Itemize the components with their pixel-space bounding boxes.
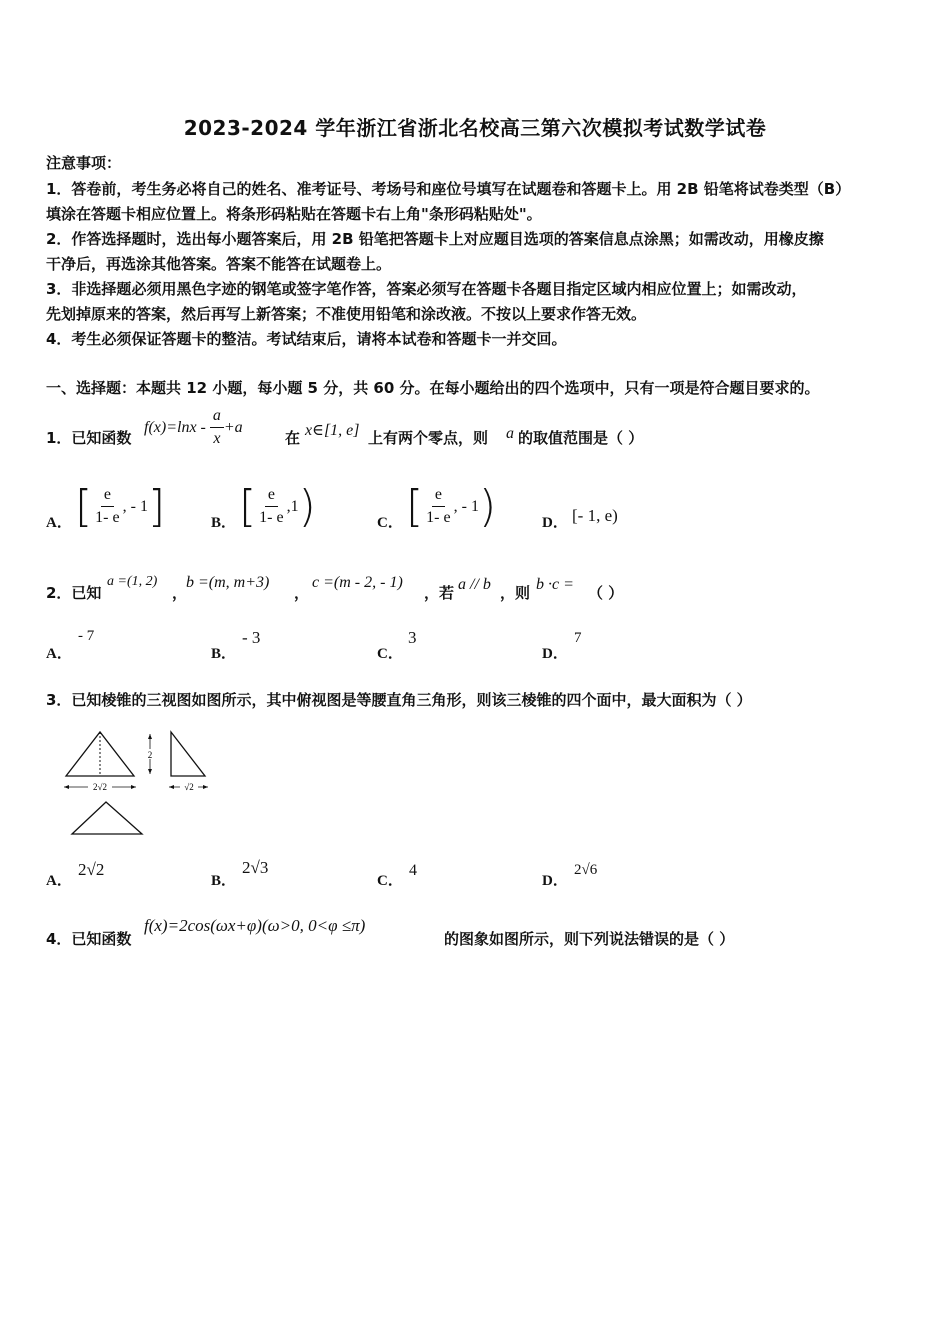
notice-line: 干净后，再选涂其他答案。答案不能答在试题卷上。 [46, 255, 392, 273]
side-view-triangle [171, 732, 205, 776]
q1-option-c-tail: , - 1 [453, 497, 479, 515]
arrow-right-icon [131, 785, 136, 789]
q1-option-b-num: e [265, 484, 278, 507]
q3-option-a-label: A． [46, 873, 72, 889]
q1-var: a [506, 425, 514, 442]
q3-option-b-label: B． [211, 873, 237, 889]
q1-option-b-label: B． [211, 515, 237, 531]
q2-option-a-value: - 7 [78, 628, 95, 644]
q1-option-b-den: 1- e [259, 509, 284, 526]
q3-option-a-value: 2√2 [78, 860, 105, 879]
notice-line: 3．非选择题必须用黑色字迹的钢笔或签字笔作答，答案必须写在答题卡各题目指定区域内相应位置上；如需改动， [46, 280, 807, 298]
q1-f-den: x [213, 430, 221, 447]
q1-option-d-label: D． [542, 515, 568, 531]
q1-option-a-num: e [101, 484, 114, 507]
top-view-triangle [72, 802, 142, 834]
q2-option-d-value: 7 [574, 630, 582, 646]
q2-condition: a // b [458, 576, 491, 593]
arrow-left-icon [64, 785, 69, 789]
q3-option-c-label: C． [377, 873, 403, 889]
q1-option-c-label: C． [377, 515, 403, 531]
q1-option-c [406, 480, 497, 532]
q4-prefix: 4．已知函数 [46, 930, 132, 948]
notice-line: 先划掉原来的答案，然后再写上新答案；不准使用铅笔和涂改液。不按以上要求作答无效。 [46, 305, 647, 323]
notice-heading: 注意事项： [46, 154, 122, 172]
q1-option-a-tail: , - 1 [122, 497, 148, 515]
q1-domain: x∈[1, e] [305, 422, 360, 439]
q1-mid: 在 [285, 429, 301, 447]
q2-vector-c: c =(m - 2, - 1) [312, 574, 403, 591]
q1-function [144, 405, 243, 450]
q1-f-tail: +a [223, 419, 243, 436]
q1-option-b-tail: ,1 [286, 497, 299, 515]
q2-if: ，若 [424, 584, 455, 602]
q2-then: ，则 [500, 584, 531, 602]
q1-option-b-right-bracket: ) [298, 480, 316, 532]
q1-option-b-left-bracket: [ [239, 480, 257, 532]
notice-line: 1．答卷前，考生务必将自己的姓名、准考证号、考场号和座位号填写在试题卷和答题卡上。用 2B 铅笔将试卷类型（B） [46, 180, 851, 198]
q3-option-d-label: D． [542, 873, 568, 889]
q2-option-c-value: 3 [408, 628, 417, 647]
q3-text: 3．已知棱锥的三视图如图所示，其中俯视图是等腰直角三角形，则该三棱锥的四个面中，最大面积为（ ） [46, 691, 752, 709]
notice-line: 4．考生必须保证答题卡的整洁。考试结束后，请将本试卷和答题卡一并交回。 [46, 330, 567, 348]
q2-option-d-label: D． [542, 646, 568, 662]
q3-option-b-value: 2√3 [242, 858, 269, 877]
q1-option-a-left-bracket: [ [75, 480, 93, 532]
q3-option-d-value: 2√6 [574, 862, 598, 878]
q2-vector-a: a =(1, 2) [107, 574, 158, 589]
page-title: 2023-2024 学年浙江省浙北名校高三第六次模拟考试数学试卷 [183, 116, 767, 140]
q1-prefix: 1．已知函数 [46, 429, 132, 447]
notice-line: 2．作答选择题时，选出每小题答案后，用 2B 铅笔把答题卡上对应题目选项的答案信息点涂黑；如需改动，用橡皮擦 [46, 230, 824, 248]
q1-option-a-den: 1- e [95, 509, 120, 526]
q4-expression: f(x)=2cos(ωx+φ)(ω>0, 0<φ ≤π) [144, 916, 366, 935]
q1-option-a [75, 480, 166, 532]
arrow-left-icon [169, 785, 174, 789]
arrow-right-icon [203, 785, 208, 789]
height-dim-label: 2 [147, 750, 153, 760]
q3-option-c-value: 4 [409, 862, 417, 879]
q2-option-c-label: C． [377, 646, 403, 662]
front-dim-label: 2√2 [93, 782, 107, 792]
q2-end: （ ） [588, 584, 624, 602]
notice-line: 填涂在答题卡相应位置上。将条形码粘贴在答题卡右上角"条形码粘贴处"。 [46, 205, 542, 223]
q1-option-c-left-bracket: [ [406, 480, 424, 532]
q4-suffix: 的图象如图所示，则下列说法错误的是（ ） [444, 930, 735, 948]
q2-option-b-value: - 3 [242, 628, 261, 647]
q1-option-c-den: 1- e [426, 509, 451, 526]
q1-option-c-right-bracket: ) [478, 480, 497, 532]
arrow-up-icon [148, 734, 152, 739]
q1-f-lhs: f(x)=lnx - [144, 419, 210, 436]
q2-vector-b: b =(m, m+3) [186, 574, 270, 591]
q1-f-num: a [210, 405, 224, 428]
q1-end: 的取值范围是（ ） [518, 429, 644, 447]
q1-suffix: 上有两个零点，则 [368, 429, 489, 447]
section-heading: 一、选择题：本题共 12 小题，每小题 5 分，共 60 分。在每小题给出的四个选项中，只有一项是符合题目要求的。 [46, 379, 820, 397]
q1-option-c-num: e [432, 484, 445, 507]
q1-option-a-right-bracket: ] [147, 480, 166, 532]
q2-ask: b ·c = [536, 576, 574, 593]
side-dim-label: √2 [184, 782, 194, 792]
arrow-down-icon [148, 769, 152, 774]
q2-prefix: 2．已知 [46, 584, 102, 602]
q2-option-b-label: B． [211, 646, 237, 662]
q1-option-d-value: [- 1, e) [572, 506, 618, 525]
q1-option-b [239, 480, 316, 532]
three-view-figure [58, 724, 218, 840]
q2-option-a-label: A． [46, 646, 72, 662]
q1-option-a-label: A． [46, 515, 72, 531]
